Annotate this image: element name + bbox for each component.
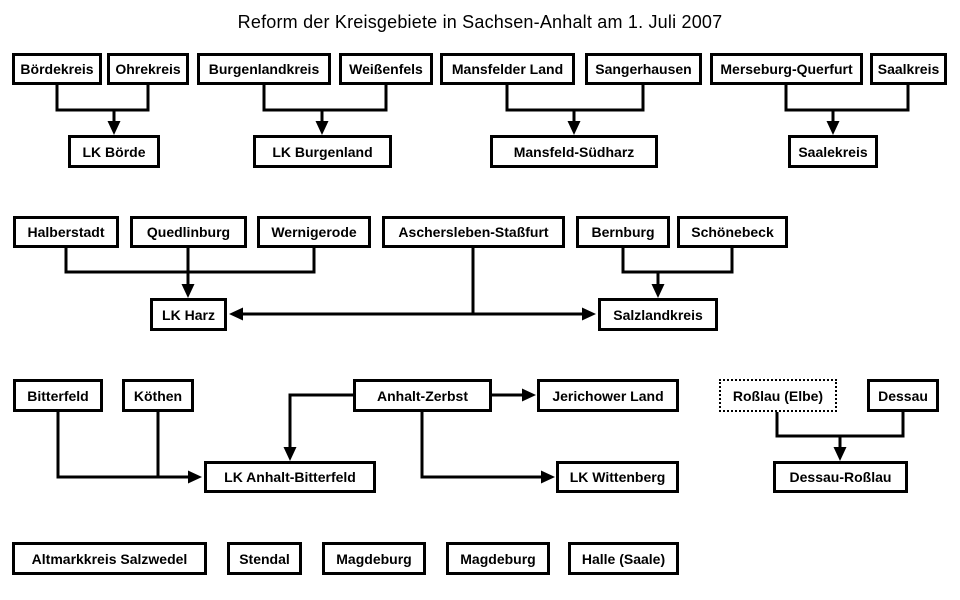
node-altmarkkreis-salzwedel: Altmarkkreis Salzwedel xyxy=(12,542,207,575)
node-lk-anhalt-bitterfeld: LK Anhalt-Bitterfeld xyxy=(204,461,376,493)
connector-salzlandkreis xyxy=(623,248,732,298)
node-saalkreis: Saalkreis xyxy=(870,53,947,85)
node-wernigerode: Wernigerode xyxy=(257,216,371,248)
connector-zerbst-wittenberg xyxy=(422,412,555,484)
node-salzlandkreis: Salzlandkreis xyxy=(598,298,718,331)
connector-burgenland xyxy=(264,85,386,135)
connector-mansfeld-suedharz xyxy=(507,85,643,135)
node-magdeburg-2: Magdeburg xyxy=(446,542,550,575)
node-magdeburg-1: Magdeburg xyxy=(322,542,426,575)
node-merseburg-querfurt: Merseburg-Querfurt xyxy=(710,53,863,85)
node-quedlinburg: Quedlinburg xyxy=(130,216,247,248)
node-mansfeld-suedharz: Mansfeld-Südharz xyxy=(490,135,658,168)
node-koethen: Köthen xyxy=(122,379,194,412)
node-sangerhausen: Sangerhausen xyxy=(585,53,702,85)
node-ohrekreis: Ohrekreis xyxy=(107,53,189,85)
diagram-title: Reform der Kreisgebiete in Sachsen-Anhalt am 1. Juli 2007 xyxy=(237,12,723,32)
node-halle-saale: Halle (Saale) xyxy=(568,542,679,575)
connector-aschersleben-split xyxy=(229,248,596,321)
node-burgenlandkreis: Burgenlandkreis xyxy=(197,53,331,85)
node-lk-wittenberg: LK Wittenberg xyxy=(556,461,679,493)
node-boerdekreis: Bördekreis xyxy=(12,53,102,85)
connector-boerde xyxy=(57,85,148,135)
node-lk-harz: LK Harz xyxy=(150,298,227,331)
node-aschersleben-stassfurt: Aschersleben-Staßfurt xyxy=(382,216,565,248)
node-rosslau-elbe: Roßlau (Elbe) xyxy=(719,379,837,412)
node-anhalt-zerbst: Anhalt-Zerbst xyxy=(353,379,492,412)
node-stendal: Stendal xyxy=(227,542,302,575)
node-weissenfels: Weißenfels xyxy=(339,53,433,85)
connector-harz xyxy=(66,248,314,298)
node-saalekreis-new: Saalekreis xyxy=(788,135,878,168)
node-bernburg: Bernburg xyxy=(576,216,670,248)
node-lk-boerde: LK Börde xyxy=(68,135,160,168)
node-bitterfeld: Bitterfeld xyxy=(13,379,103,412)
node-jerichower-land: Jerichower Land xyxy=(537,379,679,412)
connector-zerbst-jerichow xyxy=(492,389,536,402)
node-dessau: Dessau xyxy=(867,379,939,412)
node-schoenebeck: Schönebeck xyxy=(677,216,788,248)
connector-bitterfeld-koethen xyxy=(58,412,202,484)
node-dessau-rosslau: Dessau-Roßlau xyxy=(773,461,908,493)
connector-dessau-rosslau xyxy=(777,412,903,461)
connector-saalekreis xyxy=(786,85,908,135)
node-lk-burgenland: LK Burgenland xyxy=(253,135,392,168)
connector-zerbst-bitterfeld xyxy=(284,395,354,461)
node-mansfelder-land: Mansfelder Land xyxy=(440,53,575,85)
node-halberstadt: Halberstadt xyxy=(13,216,119,248)
